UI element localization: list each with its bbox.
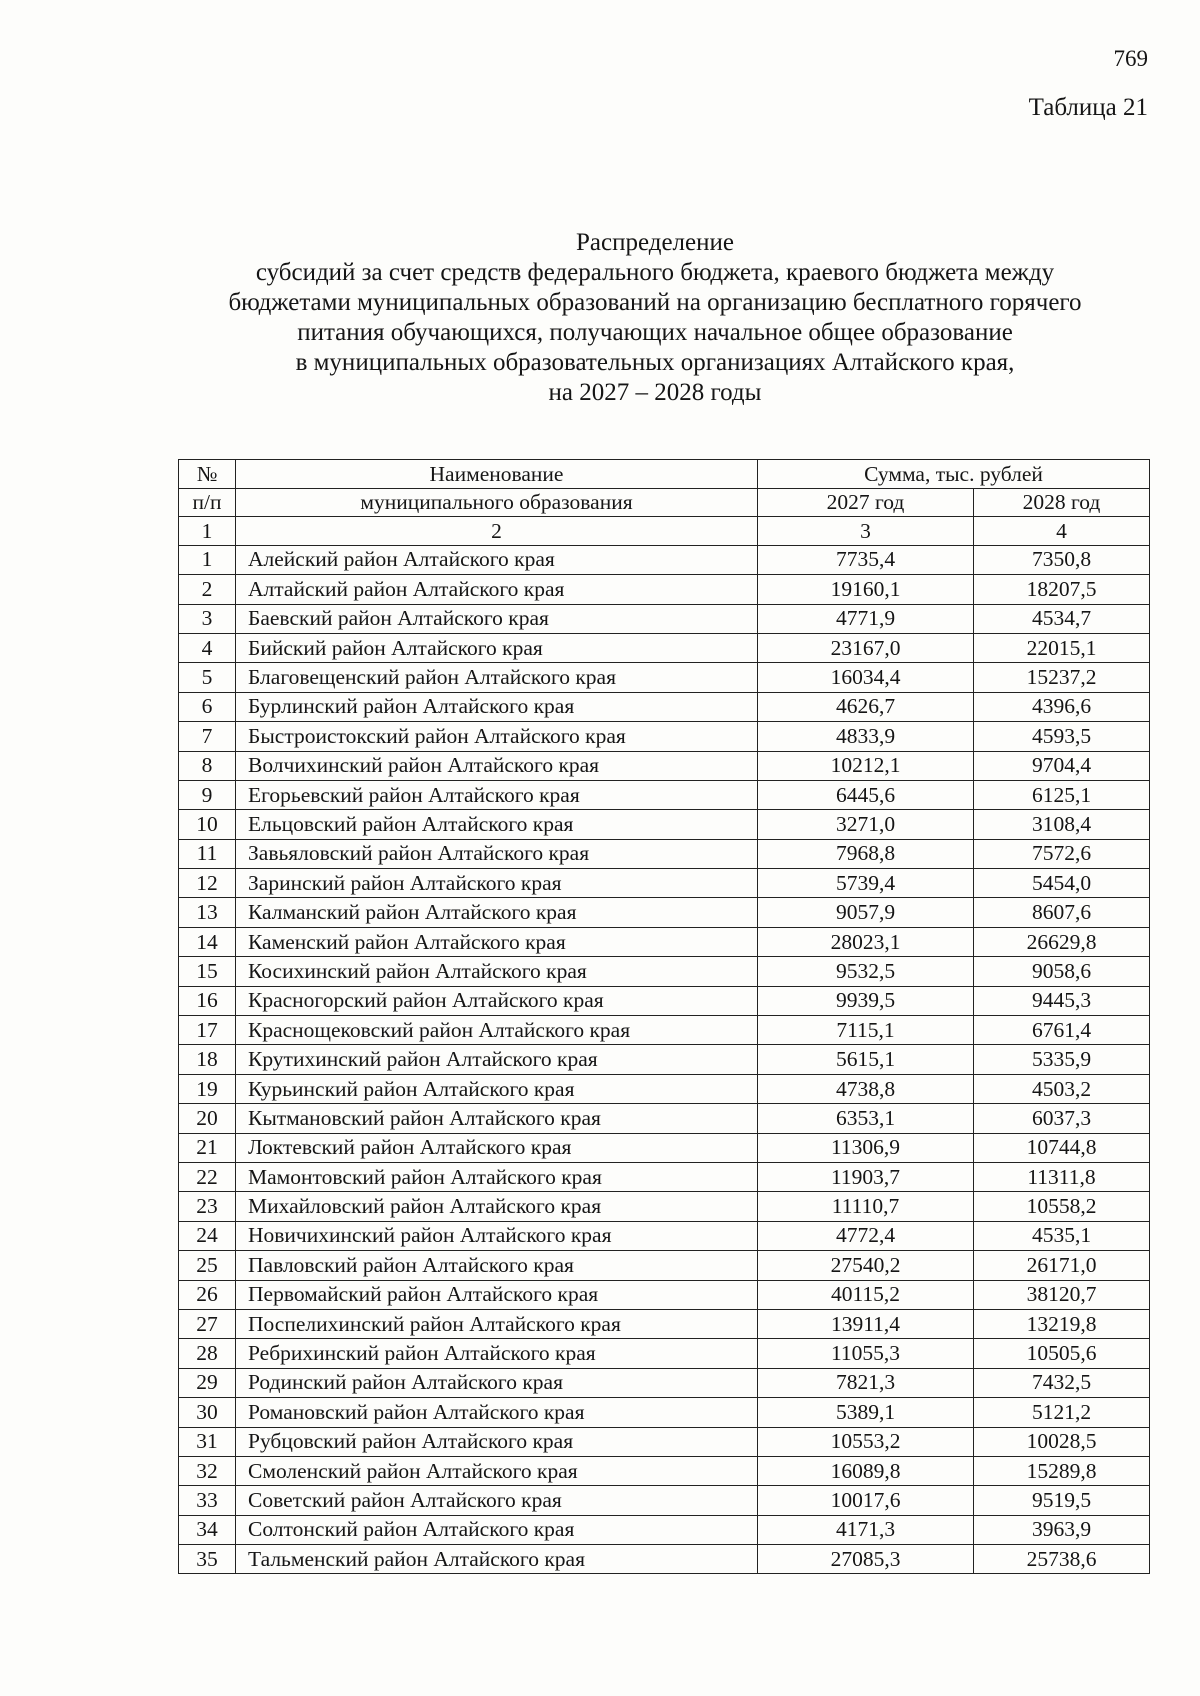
amount-2028: 3963,9 bbox=[974, 1515, 1150, 1544]
row-number: 28 bbox=[179, 1339, 236, 1368]
table-row bbox=[179, 1368, 1150, 1397]
amount-2027: 10553,2 bbox=[758, 1427, 974, 1456]
row-number: 16 bbox=[179, 986, 236, 1015]
amount-2027: 7115,1 bbox=[758, 1016, 974, 1045]
row-number: 5 bbox=[179, 663, 236, 692]
amount-2028: 6125,1 bbox=[974, 780, 1150, 809]
amount-2027: 6353,1 bbox=[758, 1104, 974, 1133]
amount-2028: 5335,9 bbox=[974, 1045, 1150, 1074]
amount-2027: 11110,7 bbox=[758, 1192, 974, 1221]
amount-2028: 7432,5 bbox=[974, 1368, 1150, 1397]
row-number: 21 bbox=[179, 1133, 236, 1162]
amount-2028: 15289,8 bbox=[974, 1456, 1150, 1485]
table-row bbox=[179, 986, 1150, 1015]
amount-2028: 4535,1 bbox=[974, 1221, 1150, 1250]
amount-2028: 8607,6 bbox=[974, 898, 1150, 927]
amount-2028: 4593,5 bbox=[974, 722, 1150, 751]
table-row bbox=[179, 1280, 1150, 1309]
table-row bbox=[179, 1133, 1150, 1162]
municipality-name: Павловский район Алтайского края bbox=[236, 1251, 758, 1280]
row-number: 20 bbox=[179, 1104, 236, 1133]
row-number: 9 bbox=[179, 780, 236, 809]
municipality-name: Егорьевский район Алтайского края bbox=[236, 780, 758, 809]
row-number: 26 bbox=[179, 1280, 236, 1309]
table-header bbox=[179, 460, 1150, 546]
header-name-top: Наименование bbox=[236, 460, 758, 489]
table-row bbox=[179, 957, 1150, 986]
row-number: 8 bbox=[179, 751, 236, 780]
municipality-name: Быстроистокский район Алтайского края bbox=[236, 722, 758, 751]
table-row bbox=[179, 1104, 1150, 1133]
amount-2027: 27085,3 bbox=[758, 1545, 974, 1574]
header-year-2027: 2027 год bbox=[758, 488, 974, 517]
amount-2027: 16034,4 bbox=[758, 663, 974, 692]
amount-2027: 11306,9 bbox=[758, 1133, 974, 1162]
amount-2028: 5121,2 bbox=[974, 1398, 1150, 1427]
amount-2027: 7968,8 bbox=[758, 839, 974, 868]
municipality-name: Ребрихинский район Алтайского края bbox=[236, 1339, 758, 1368]
municipality-name: Волчихинский район Алтайского края bbox=[236, 751, 758, 780]
table-row bbox=[179, 1074, 1150, 1103]
table-label: Таблица 21 bbox=[1028, 94, 1148, 121]
table-row bbox=[179, 1016, 1150, 1045]
municipality-name: Калманский район Алтайского края bbox=[236, 898, 758, 927]
amount-2027: 7735,4 bbox=[758, 545, 974, 574]
municipality-name: Косихинский район Алтайского края bbox=[236, 957, 758, 986]
column-number: 4 bbox=[974, 517, 1150, 546]
table-row bbox=[179, 1339, 1150, 1368]
amount-2027: 9057,9 bbox=[758, 898, 974, 927]
row-number: 25 bbox=[179, 1251, 236, 1280]
municipality-name: Советский район Алтайского края bbox=[236, 1486, 758, 1515]
row-number: 18 bbox=[179, 1045, 236, 1074]
row-number: 10 bbox=[179, 810, 236, 839]
amount-2027: 16089,8 bbox=[758, 1456, 974, 1485]
municipality-name: Родинский район Алтайского края bbox=[236, 1368, 758, 1397]
amount-2028: 10558,2 bbox=[974, 1192, 1150, 1221]
municipality-name: Завьяловский район Алтайского края bbox=[236, 839, 758, 868]
header-num-top: № bbox=[179, 460, 236, 489]
amount-2027: 10212,1 bbox=[758, 751, 974, 780]
amount-2028: 7572,6 bbox=[974, 839, 1150, 868]
amount-2028: 4534,7 bbox=[974, 604, 1150, 633]
row-number: 19 bbox=[179, 1074, 236, 1103]
amount-2027: 9939,5 bbox=[758, 986, 974, 1015]
row-number: 6 bbox=[179, 692, 236, 721]
table-row bbox=[179, 1221, 1150, 1250]
subsidy-table bbox=[178, 459, 1150, 1574]
amount-2028: 3108,4 bbox=[974, 810, 1150, 839]
municipality-name: Поспелихинский район Алтайского края bbox=[236, 1309, 758, 1338]
amount-2028: 10744,8 bbox=[974, 1133, 1150, 1162]
row-number: 29 bbox=[179, 1368, 236, 1397]
row-number: 13 bbox=[179, 898, 236, 927]
title-line: Распределение bbox=[576, 229, 734, 256]
title-line: субсидий за счет средств федерального бюджета, краевого бюджета между bbox=[255, 259, 1055, 286]
column-number: 1 bbox=[179, 517, 236, 546]
amount-2027: 4833,9 bbox=[758, 722, 974, 751]
amount-2027: 27540,2 bbox=[758, 1251, 974, 1280]
amount-2027: 11903,7 bbox=[758, 1162, 974, 1191]
amount-2028: 13219,8 bbox=[974, 1309, 1150, 1338]
amount-2028: 38120,7 bbox=[974, 1280, 1150, 1309]
amount-2027: 40115,2 bbox=[758, 1280, 974, 1309]
municipality-name: Краснощековский район Алтайского края bbox=[236, 1016, 758, 1045]
municipality-name: Тальменский район Алтайского края bbox=[236, 1545, 758, 1574]
municipality-name: Михайловский район Алтайского края bbox=[236, 1192, 758, 1221]
table-row bbox=[179, 1251, 1150, 1280]
table-row bbox=[179, 1309, 1150, 1338]
amount-2028: 26171,0 bbox=[974, 1251, 1150, 1280]
amount-2027: 5389,1 bbox=[758, 1398, 974, 1427]
row-number: 34 bbox=[179, 1515, 236, 1544]
row-number: 35 bbox=[179, 1545, 236, 1574]
amount-2027: 4626,7 bbox=[758, 692, 974, 721]
row-number: 2 bbox=[179, 575, 236, 604]
amount-2028: 10505,6 bbox=[974, 1339, 1150, 1368]
table-row bbox=[179, 927, 1150, 956]
amount-2027: 5739,4 bbox=[758, 869, 974, 898]
amount-2027: 5615,1 bbox=[758, 1045, 974, 1074]
table-row bbox=[179, 839, 1150, 868]
header-name-bottom: муниципального образования bbox=[236, 488, 758, 517]
table-row bbox=[179, 1515, 1150, 1544]
amount-2027: 3271,0 bbox=[758, 810, 974, 839]
row-number: 7 bbox=[179, 722, 236, 751]
amount-2028: 9058,6 bbox=[974, 957, 1150, 986]
amount-2028: 25738,6 bbox=[974, 1545, 1150, 1574]
amount-2028: 9704,4 bbox=[974, 751, 1150, 780]
document-title bbox=[120, 228, 1190, 408]
header-year-2028: 2028 год bbox=[974, 488, 1150, 517]
column-number: 2 bbox=[236, 517, 758, 546]
table-row bbox=[179, 869, 1150, 898]
amount-2027: 4738,8 bbox=[758, 1074, 974, 1103]
municipality-name: Каменский район Алтайского края bbox=[236, 927, 758, 956]
column-number: 3 bbox=[758, 517, 974, 546]
table-row bbox=[179, 604, 1150, 633]
amount-2027: 23167,0 bbox=[758, 633, 974, 662]
table-row bbox=[179, 751, 1150, 780]
row-number: 33 bbox=[179, 1486, 236, 1515]
table-row bbox=[179, 1045, 1150, 1074]
table-row bbox=[179, 663, 1150, 692]
title-line: в муниципальных образовательных организациях Алтайского края, bbox=[295, 349, 1015, 376]
row-number: 12 bbox=[179, 869, 236, 898]
row-number: 14 bbox=[179, 927, 236, 956]
row-number: 22 bbox=[179, 1162, 236, 1191]
amount-2028: 7350,8 bbox=[974, 545, 1150, 574]
table-row bbox=[179, 633, 1150, 662]
amount-2027: 9532,5 bbox=[758, 957, 974, 986]
municipality-name: Рубцовский район Алтайского края bbox=[236, 1427, 758, 1456]
title-line: бюджетами муниципальных образований на организацию бесплатного горячего bbox=[228, 289, 1082, 316]
municipality-name: Ельцовский район Алтайского края bbox=[236, 810, 758, 839]
table-row bbox=[179, 545, 1150, 574]
municipality-name: Бурлинский район Алтайского края bbox=[236, 692, 758, 721]
municipality-name: Первомайский район Алтайского края bbox=[236, 1280, 758, 1309]
row-number: 24 bbox=[179, 1221, 236, 1250]
table-row bbox=[179, 1192, 1150, 1221]
amount-2027: 10017,6 bbox=[758, 1486, 974, 1515]
amount-2027: 4171,3 bbox=[758, 1515, 974, 1544]
title-line: на 2027 – 2028 годы bbox=[548, 379, 762, 406]
table-row bbox=[179, 1398, 1150, 1427]
amount-2028: 6037,3 bbox=[974, 1104, 1150, 1133]
municipality-name: Романовский район Алтайского края bbox=[236, 1398, 758, 1427]
amount-2027: 19160,1 bbox=[758, 575, 974, 604]
amount-2028: 18207,5 bbox=[974, 575, 1150, 604]
row-number: 32 bbox=[179, 1456, 236, 1485]
row-number: 23 bbox=[179, 1192, 236, 1221]
amount-2028: 9445,3 bbox=[974, 986, 1150, 1015]
amount-2028: 15237,2 bbox=[974, 663, 1150, 692]
municipality-name: Локтевский район Алтайского края bbox=[236, 1133, 758, 1162]
municipality-name: Заринский район Алтайского края bbox=[236, 869, 758, 898]
row-number: 3 bbox=[179, 604, 236, 633]
municipality-name: Алтайский район Алтайского края bbox=[236, 575, 758, 604]
row-number: 27 bbox=[179, 1309, 236, 1338]
municipality-name: Смоленский район Алтайского края bbox=[236, 1456, 758, 1485]
table-body bbox=[179, 545, 1150, 1574]
header-num-bottom: п/п bbox=[179, 488, 236, 517]
amount-2028: 26629,8 bbox=[974, 927, 1150, 956]
table-row bbox=[179, 1456, 1150, 1485]
municipality-name: Баевский район Алтайского края bbox=[236, 604, 758, 633]
table-row bbox=[179, 1486, 1150, 1515]
row-number: 11 bbox=[179, 839, 236, 868]
municipality-name: Солтонский район Алтайского края bbox=[236, 1515, 758, 1544]
amount-2028: 6761,4 bbox=[974, 1016, 1150, 1045]
amount-2028: 22015,1 bbox=[974, 633, 1150, 662]
amount-2028: 4396,6 bbox=[974, 692, 1150, 721]
amount-2027: 4772,4 bbox=[758, 1221, 974, 1250]
amount-2027: 11055,3 bbox=[758, 1339, 974, 1368]
municipality-name: Красногорский район Алтайского края bbox=[236, 986, 758, 1015]
amount-2028: 4503,2 bbox=[974, 1074, 1150, 1103]
table-row bbox=[179, 898, 1150, 927]
row-number: 30 bbox=[179, 1398, 236, 1427]
municipality-name: Крутихинский район Алтайского края bbox=[236, 1045, 758, 1074]
amount-2027: 7821,3 bbox=[758, 1368, 974, 1397]
municipality-name: Курьинский район Алтайского края bbox=[236, 1074, 758, 1103]
table-row bbox=[179, 722, 1150, 751]
row-number: 17 bbox=[179, 1016, 236, 1045]
table-row bbox=[179, 575, 1150, 604]
header-sum: Сумма, тыс. рублей bbox=[758, 460, 1150, 489]
table-row bbox=[179, 1162, 1150, 1191]
municipality-name: Бийский район Алтайского края bbox=[236, 633, 758, 662]
amount-2028: 9519,5 bbox=[974, 1486, 1150, 1515]
table-row bbox=[179, 1545, 1150, 1574]
municipality-name: Благовещенский район Алтайского края bbox=[236, 663, 758, 692]
table-row bbox=[179, 1427, 1150, 1456]
table-row bbox=[179, 810, 1150, 839]
table-row bbox=[179, 692, 1150, 721]
municipality-name: Кытмановский район Алтайского края bbox=[236, 1104, 758, 1133]
row-number: 4 bbox=[179, 633, 236, 662]
municipality-name: Алейский район Алтайского края bbox=[236, 545, 758, 574]
amount-2027: 13911,4 bbox=[758, 1309, 974, 1338]
row-number: 1 bbox=[179, 545, 236, 574]
municipality-name: Мамонтовский район Алтайского края bbox=[236, 1162, 758, 1191]
amount-2027: 6445,6 bbox=[758, 780, 974, 809]
page-number: 769 bbox=[1113, 46, 1148, 71]
table-row bbox=[179, 780, 1150, 809]
amount-2027: 4771,9 bbox=[758, 604, 974, 633]
amount-2028: 10028,5 bbox=[974, 1427, 1150, 1456]
municipality-name: Новичихинский район Алтайского края bbox=[236, 1221, 758, 1250]
title-line: питания обучающихся, получающих начальное общее образование bbox=[297, 319, 1013, 346]
row-number: 15 bbox=[179, 957, 236, 986]
row-number: 31 bbox=[179, 1427, 236, 1456]
amount-2028: 5454,0 bbox=[974, 869, 1150, 898]
amount-2028: 11311,8 bbox=[974, 1162, 1150, 1191]
amount-2027: 28023,1 bbox=[758, 927, 974, 956]
